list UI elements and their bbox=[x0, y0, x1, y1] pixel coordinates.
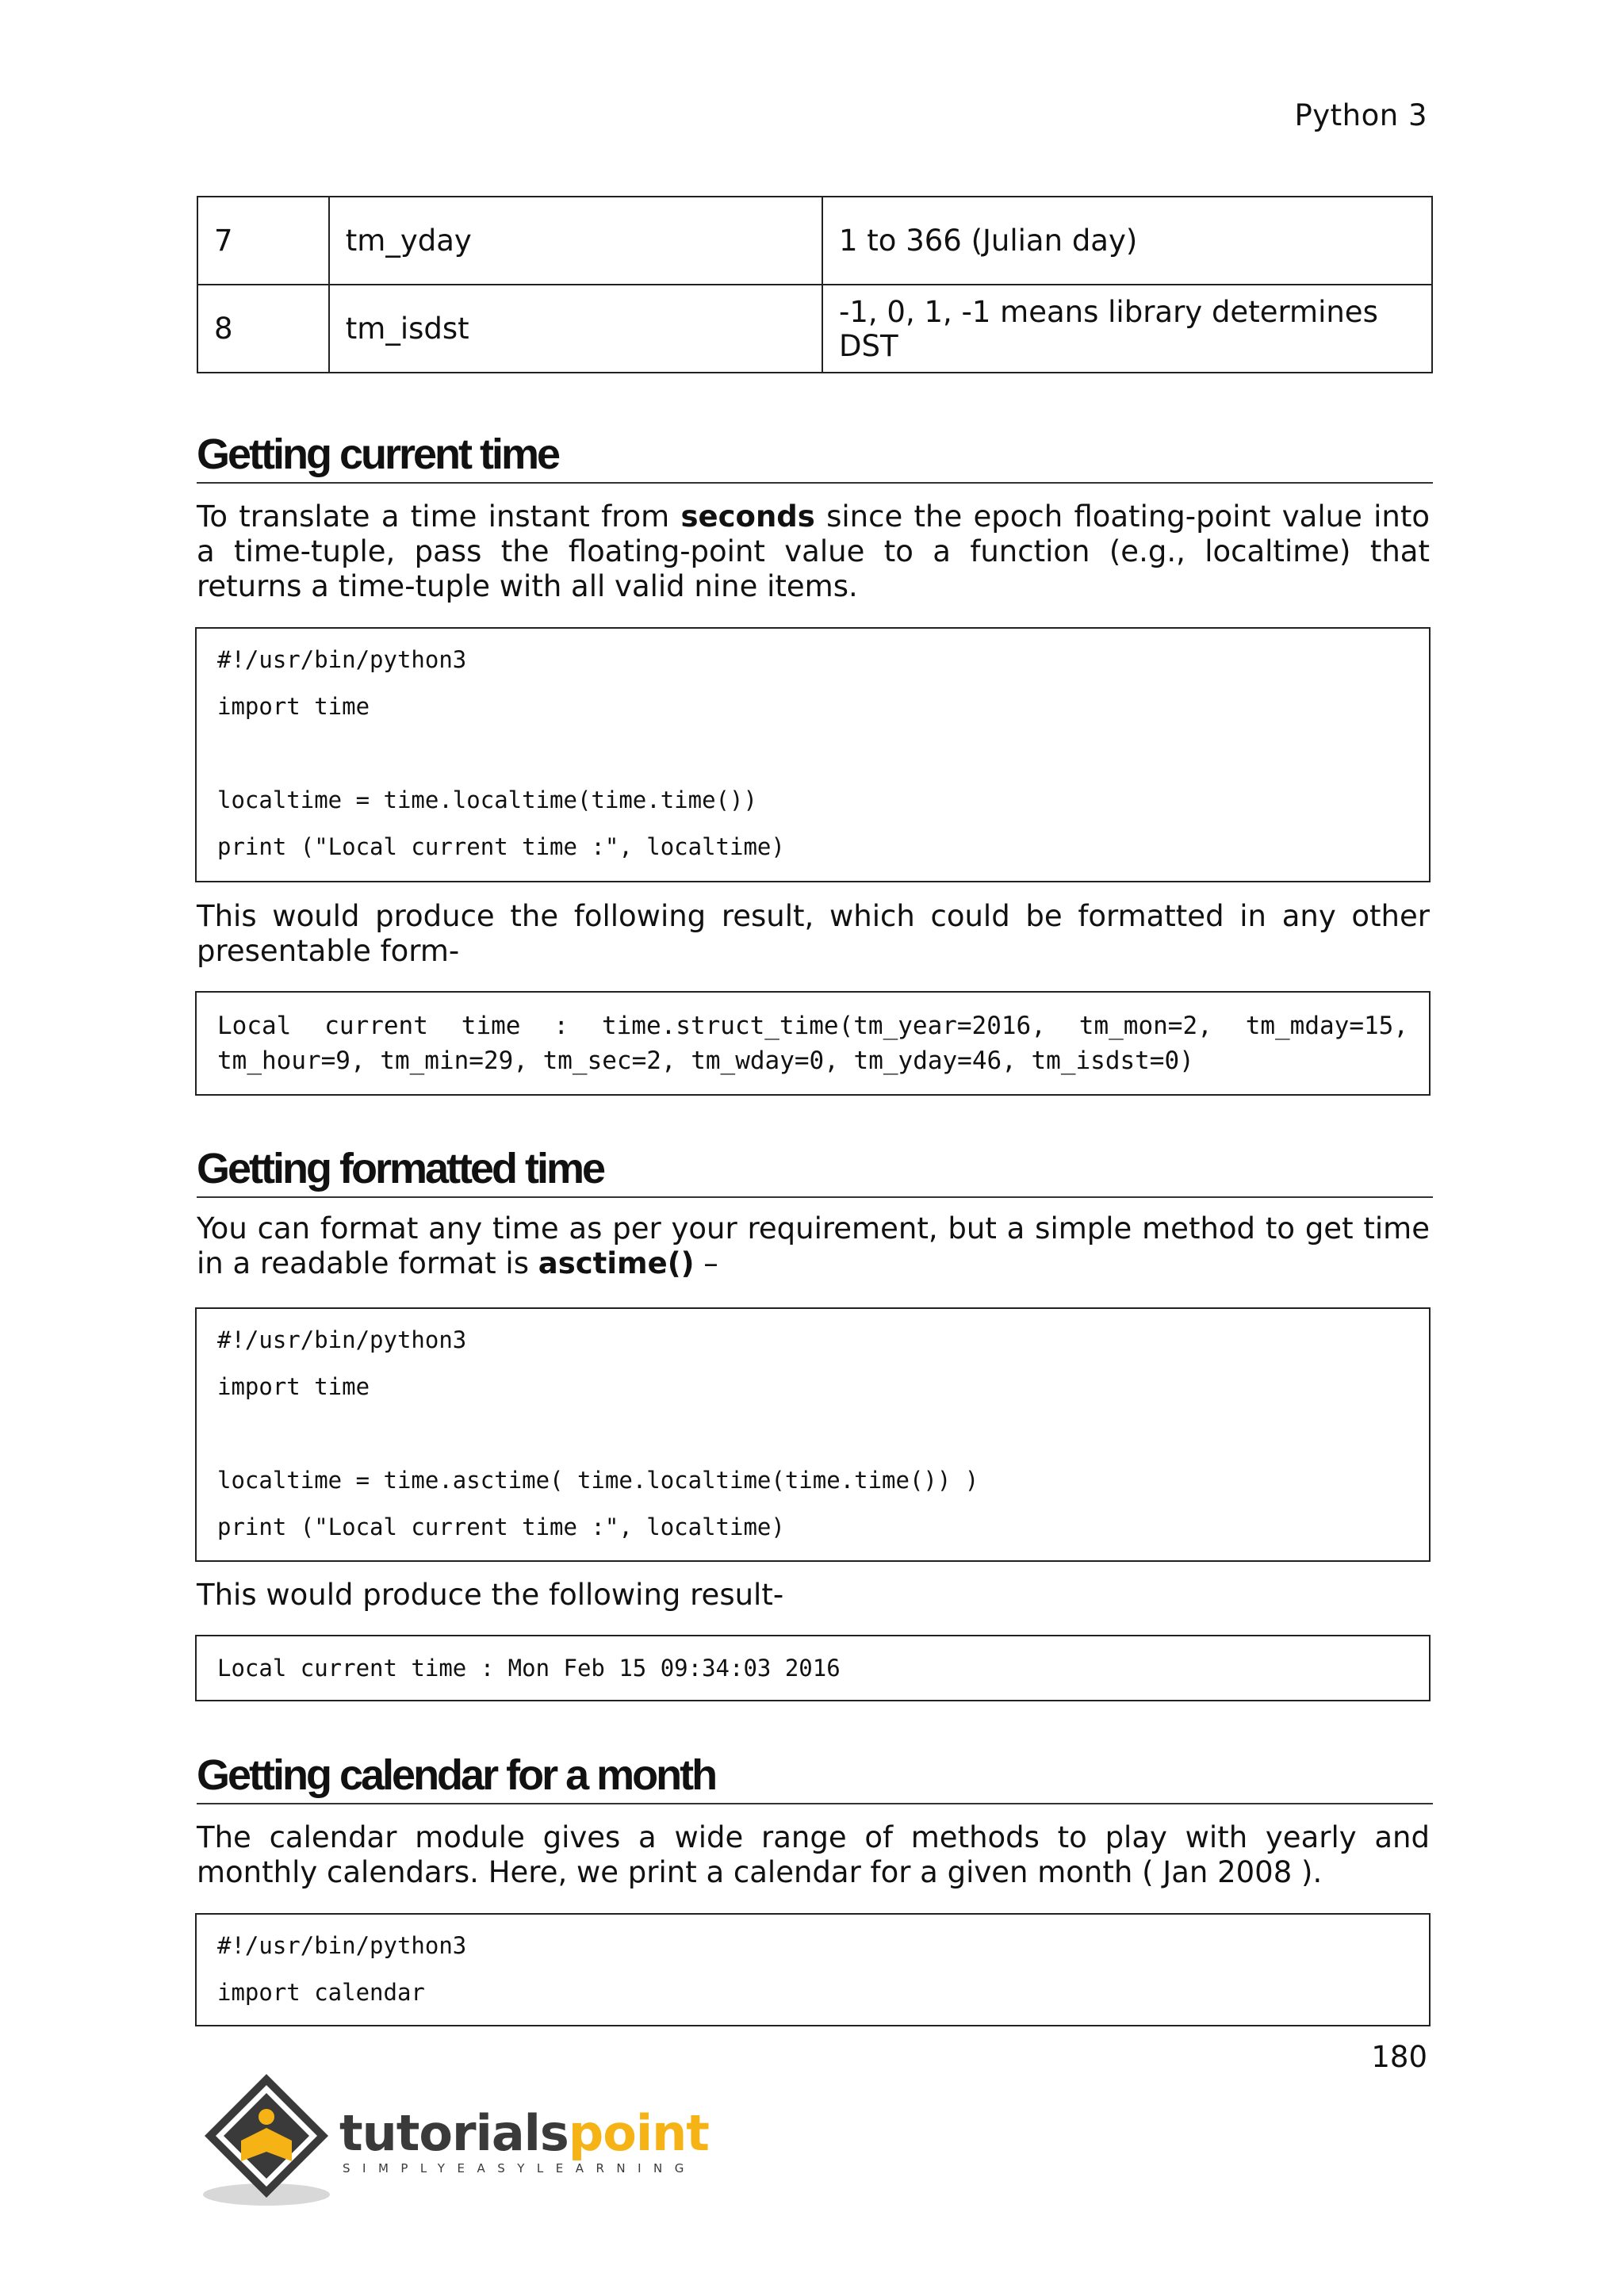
code-block-current-time bbox=[195, 627, 1431, 882]
result-intro-current-time: This would produce the following result, which could be formatted in any other presentable form- bbox=[197, 899, 1430, 968]
table-cell: tm_yday bbox=[329, 197, 822, 285]
intro-bold-text: seconds bbox=[680, 499, 815, 534]
table-cell: 7 bbox=[197, 197, 329, 285]
section-intro-formatted-time bbox=[197, 1211, 1430, 1281]
intro-text: The calendar module gives a wide range of methods to play with yearly and monthly calendars. Here, we print a calendar for a given month ( Jan 2008 ). bbox=[197, 1820, 1430, 1889]
table-cell: -1, 0, 1, -1 means library determines DST bbox=[822, 285, 1432, 373]
table-cell: 8 bbox=[197, 285, 329, 373]
section-heading-calendar: Getting calendar for a month bbox=[197, 1754, 1433, 1804]
code-line: import time bbox=[217, 693, 370, 720]
intro-text: – bbox=[694, 1246, 718, 1280]
code-line: print ("Local current time :", localtime) bbox=[217, 833, 785, 860]
table-cell: tm_isdst bbox=[329, 285, 822, 373]
logo-tagline: SIMPLYEASYLEARNING bbox=[343, 2161, 696, 2175]
code-line bbox=[217, 1418, 1408, 1465]
table-row bbox=[197, 197, 1432, 285]
section-heading-formatted-time: Getting formatted time bbox=[197, 1147, 1433, 1198]
code-block-calendar bbox=[195, 1913, 1431, 2026]
section-heading-current-time: Getting current time bbox=[197, 433, 1433, 484]
logo-figure-head bbox=[259, 2109, 274, 2125]
code-block-formatted-time bbox=[195, 1307, 1431, 1562]
code-line: localtime = time.localtime(time.time()) bbox=[217, 786, 757, 813]
section-intro-current-time bbox=[197, 499, 1430, 604]
code-line: #!/usr/bin/python3 bbox=[217, 646, 467, 673]
code-line: import time bbox=[217, 1373, 370, 1400]
code-line: import calendar bbox=[217, 1979, 425, 2006]
section-intro-calendar bbox=[197, 1820, 1430, 1890]
intro-text: You can format any time as per your requirement, but a simple method to get time in a readable format is bbox=[197, 1211, 1430, 1280]
logo-text: tutorialspoint bbox=[339, 2104, 709, 2162]
time-tuple-table bbox=[197, 196, 1433, 373]
output-block-formatted-time: Local current time : Mon Feb 15 09:34:03 2016 bbox=[195, 1635, 1431, 1701]
table-cell: 1 to 366 (Julian day) bbox=[822, 197, 1432, 285]
intro-bold-text: asctime() bbox=[538, 1246, 695, 1280]
page-header-title: Python 3 bbox=[1294, 98, 1427, 132]
table-row bbox=[197, 285, 1432, 373]
code-line: print ("Local current time :", localtime) bbox=[217, 1513, 785, 1540]
code-line: localtime = time.asctime( time.localtime(time.time()) ) bbox=[217, 1467, 979, 1494]
code-line: #!/usr/bin/python3 bbox=[217, 1932, 467, 1959]
result-intro-formatted-time: This would produce the following result- bbox=[197, 1578, 784, 1612]
page-number: 180 bbox=[1371, 2040, 1427, 2074]
output-block-current-time: Local current time : time.struct_time(tm_year=2016, tm_mon=2, tm_mday=15, tm_hour=9, tm_min=29, tm_sec=2, tm_wday=0, tm_yday=46, tm_isdst=0) bbox=[195, 991, 1431, 1096]
intro-text: since the epoch floating-point value into a time-tuple, pass the floating-point value to a function (e.g., localtime) that returns a time-tuple with all valid nine items. bbox=[197, 499, 1430, 603]
code-line: #!/usr/bin/python3 bbox=[217, 1326, 467, 1353]
intro-text: To translate a time instant from bbox=[197, 499, 681, 534]
code-line bbox=[217, 738, 1408, 785]
tutorialspoint-logo bbox=[195, 2068, 709, 2210]
